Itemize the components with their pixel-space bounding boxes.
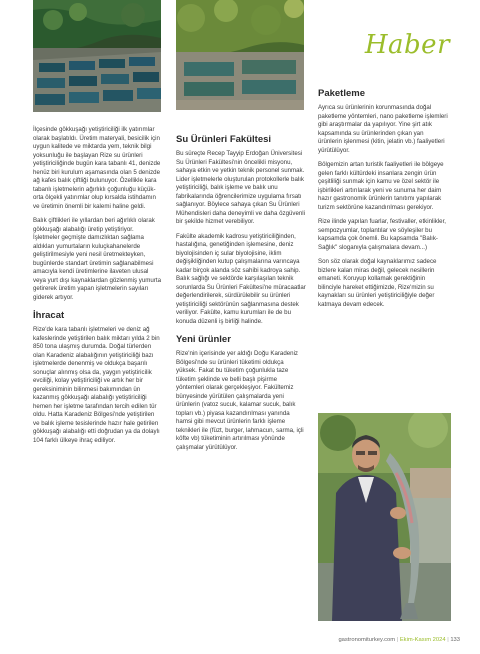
faculty-heading: Su Ürünleri Fakültesi bbox=[176, 134, 272, 145]
man-holding-fish-photo bbox=[318, 413, 451, 621]
article-column-2 bbox=[176, 126, 306, 458]
section-title: Haber bbox=[364, 30, 450, 60]
packaging-paragraph-1: Ayrıca su ürünlerinin korunmasında doğal paketleme yöntemleri, nano paketleme işlemleri gibi araştırmalar da yapılıyor. Yine şirt atık kapsamında su ürünlerinden çıkan yan ürünlerin işlenmesi (kitin, jelatin vb.) faaliyetleri yürütülüyor. bbox=[318, 104, 448, 154]
export-heading: İhracat bbox=[33, 310, 65, 321]
export-paragraph: Rize'de kara tabanlı işletmeleri ve deniz ağ kafeslerinde yetiştirilen balık miktarı yılda 2 bin 850 tona ulaşmış durumda. Doğal türlerden olan Karadeniz alabalığının yetiştiriciliği bazı işletmelerde denenmiş ve oldukça başarılı sonuçlar alınmış olsa da, yaygın yetiştiricilik evciliği, kolay yetiştiriciliği ve artık her bir gereksiniminin bilinmesi bakımından ün kazanmış gökkuşağı alabalığı yetiştiriciliği hemen her işletme tarafından tercih edilen tür oldu. Hatta Karadeniz Bölgesi'nde yetiştirilen ve balık işleme tesislerinde hazır hale getirilen gökkuşağı alabalığı etti doğrudan ya da dolaylı 104 farklı ülkeye ihraç ediliyor. bbox=[33, 326, 160, 444]
footer-issue: Ekim-Kasım 2024 bbox=[399, 637, 446, 643]
footer-separator: | bbox=[396, 637, 399, 643]
packaging-paragraph-4: Son söz olarak doğal kaynaklarımız sadece bizlere kalan miras değil, gelecek nesillerin emaneti. Koruyup kollamak gerektiğinin bilinciyle hareket ettiğimizde, Rize'mizin su kaynakları su ürünleri yetiştiriciliğiyle değer katmaya devam edecek. bbox=[318, 258, 437, 308]
footer-separator-2: | bbox=[447, 637, 449, 643]
packaging-paragraph-3: Rize ilinde yapılan fuarlar, festivaller, etkinlikler, sempozyumlar, toplantılar ve söyleşiler bu kapsamda çok önemli. Bu kapsamda "Balık-Sağlık" sloganıyla çalışmalara devam...) bbox=[318, 218, 446, 251]
article-column-1 bbox=[33, 126, 161, 451]
intro-paragraph-2: Balık çiftlikleri ile yıllardan beri ağırlıklı olarak gökkuşağı alabalığı üretip yetiştiriyor. İşletmeler geçmişte damızlıktan sağlama aldıkları yumurtaların kuluçkahanelerde geliştirilmesiyle yeni nesil üretmekteyken, bugünlerde standart üretimin sağlanabilmesi amacıyla kendi üretimlerine ilaveten ulusal veya yurt dışı kaynaklardan gözlenmiş yumurta getirerek üretim yapan işletmelerin sayıları giderek artıyor. bbox=[33, 217, 161, 301]
footer-site: gastronomiturkey.com bbox=[338, 637, 396, 643]
new-products-heading: Yeni ürünler bbox=[176, 334, 231, 345]
packaging-paragraph-2: Bölgemizin artan turistik faaliyetleri ile bölgeye gelen farklı kültürdeki insanlara zengin ürün çeşitliliği sunmak için kamu ve özel sektör ile işbirlikleri artırılarak yeni ve sunuma her daim hazır gastronomik ürünlerin tanıtımı yapılarak turizm sektörüne kazandırılması gerekiyor. bbox=[318, 161, 444, 211]
fish-pools-photo bbox=[176, 0, 304, 110]
faculty-paragraph-1: Bu süreçte Recep Tayyip Erdoğan Üniversitesi Su Ürünleri Fakültesi'nin öncelikli misyonu, sahaya etkin ve yetkin teknik personel sunmak. Lider işletmelerle oluşturulan protokollerle balık yetiştiriciliği, balık işleme ve balık unu fabrikalarında öğrencilerimize uygulama fırsatı sağlanıyor. Böylece sahaya çıkan Su Ürünleri Mühendisleri daha deneyimli ve daha özgüvenli bir şekilde hizmet verebiliyor. bbox=[176, 150, 306, 225]
faculty-paragraph-2: Fakülte akademik kadrosu yetiştiriciliğinden, hastalığına, genetiğinden işlemesine, deniz biyolojisinden iç sular biyolojisine, iklim değişikliğinden kutup çalışmalarına varıncaya kadar birçok alanda söz sahibi kadroya sahip. Balık sağlığı ve sektörde karşılaşılan teknik sorunlarda Su Ürünleri Fakültesi'ne müracaatlar değerlendirilerek, sürdürülebilir su ürünleri yetiştiriciliği sektörünün sağlanmasına destek veriliyor. Fakülte, kamu kurumları ile de bu konuda düzenli iş birliği halinde. bbox=[176, 232, 306, 325]
page-footer bbox=[300, 637, 460, 643]
intro-paragraph-1: İlçesinde gökkuşağı yetiştiriciliği ilk yatırımlar olarak başlatıldı. Üretim materyali, besicilik için uygun kalitede ve miktarda yem, teknik bilgi yoksunluğu ile başlayan Rize su ürünleri yetiştiriciliğinde bugün kara tabanlı 41, denizde henüz biri kurulum aşamasında olan 5 denizde ağ kafes balık çiftliği bulunuyor. Özellikle kara tabanlı işletmelerin ağırlıklı çoğunluğu küçük-orta ölçekli yatırımlar olup kırsalda istihdamın ve üretimin önemli bir kalemi haline geldi. bbox=[33, 126, 161, 210]
page-number: 133 bbox=[450, 637, 460, 643]
article-column-3 bbox=[318, 88, 448, 315]
packaging-heading: Paketleme bbox=[318, 88, 366, 99]
new-products-paragraph: Rize'nin içerisinde yer aldığı Doğu Karadeniz Bölgesi'nde su ürünleri tüketimi oldukça yüksek. Fakat bu tüketim çoğunlukla taze tüketim şeklinde ve belli başlı pişirme yöntemleri olarak gerçekleşiyor. Fakültemiz bünyesinde yürütülen çalışmalarda yeni ürünlerin (vatoz sucuk, kalamar sucuk, balık topları vb.) piyasa kazandırılması yanında hamsi gibi mevcut ürünlerin farklı işleme teknikleri ile (füzt, burger, lahmacun, sarma, içli köfte vb) tüketiminin artırılması yönünde çalışmalar yürütülüyor. bbox=[176, 350, 304, 451]
trout-farm-photo bbox=[33, 0, 161, 112]
